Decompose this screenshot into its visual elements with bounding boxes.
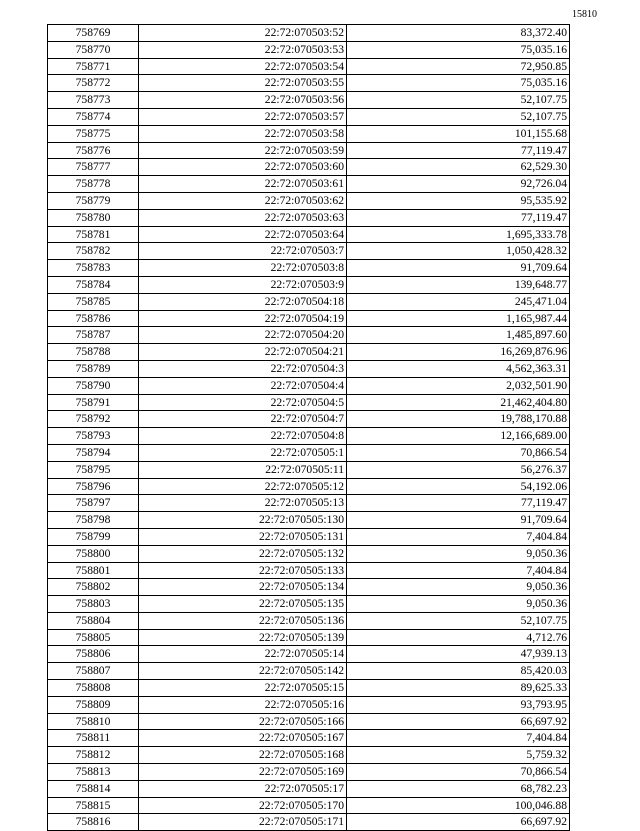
cadastral-number-cell: 22:72:070504:20 <box>139 327 347 344</box>
cadastral-number-cell: 22:72:070505:13 <box>139 495 347 512</box>
cadastral-value-cell: 19,788,170.88 <box>347 411 570 428</box>
cadastral-number-cell: 22:72:070505:1 <box>139 444 347 461</box>
table-row <box>48 545 570 562</box>
cadastral-number-cell: 22:72:070504:18 <box>139 293 347 310</box>
table-row <box>48 159 570 176</box>
cadastral-value-cell: 62,529.30 <box>347 159 570 176</box>
cadastral-value-cell: 91,709.64 <box>347 512 570 529</box>
cadastral-value-cell: 75,035.16 <box>347 41 570 58</box>
row-id-cell: 758784 <box>48 276 139 293</box>
table-row <box>48 327 570 344</box>
table-row <box>48 260 570 277</box>
cadastral-number-cell: 22:72:070503:52 <box>139 25 347 42</box>
cadastral-value-cell: 66,697.92 <box>347 713 570 730</box>
cadastral-value-cell: 52,107.75 <box>347 612 570 629</box>
row-id-cell: 758811 <box>48 730 139 747</box>
cadastral-value-cell: 77,119.47 <box>347 142 570 159</box>
cadastral-value-cell: 93,793.95 <box>347 696 570 713</box>
cadastral-value-cell: 101,155.68 <box>347 125 570 142</box>
cadastral-value-cell: 68,782.23 <box>347 780 570 797</box>
cadastral-number-cell: 22:72:070503:58 <box>139 125 347 142</box>
table-row <box>48 780 570 797</box>
cadastral-value-cell: 54,192.06 <box>347 478 570 495</box>
table-row <box>48 495 570 512</box>
row-id-cell: 758783 <box>48 260 139 277</box>
cadastral-value-cell: 89,625.33 <box>347 680 570 697</box>
table-row <box>48 730 570 747</box>
row-id-cell: 758797 <box>48 495 139 512</box>
row-id-cell: 758778 <box>48 176 139 193</box>
table-row <box>48 377 570 394</box>
cadastral-number-cell: 22:72:070504:21 <box>139 344 347 361</box>
cadastral-number-cell: 22:72:070504:5 <box>139 394 347 411</box>
cadastral-value-cell: 47,939.13 <box>347 646 570 663</box>
cadastral-number-cell: 22:72:070505:170 <box>139 797 347 814</box>
cadastral-number-cell: 22:72:070504:7 <box>139 411 347 428</box>
cadastral-value-cell: 77,119.47 <box>347 495 570 512</box>
row-id-cell: 758792 <box>48 411 139 428</box>
cadastral-number-cell: 22:72:070505:166 <box>139 713 347 730</box>
row-id-cell: 758812 <box>48 747 139 764</box>
table-row <box>48 629 570 646</box>
row-id-cell: 758771 <box>48 58 139 75</box>
table-row <box>48 344 570 361</box>
cadastral-value-cell: 7,404.84 <box>347 730 570 747</box>
row-id-cell: 758779 <box>48 192 139 209</box>
table-row <box>48 663 570 680</box>
cadastral-number-cell: 22:72:070503:61 <box>139 176 347 193</box>
row-id-cell: 758772 <box>48 75 139 92</box>
cadastral-value-cell: 70,866.54 <box>347 764 570 781</box>
cadastral-number-cell: 22:72:070505:142 <box>139 663 347 680</box>
table-row <box>48 428 570 445</box>
table-row <box>48 411 570 428</box>
cadastral-number-cell: 22:72:070503:8 <box>139 260 347 277</box>
cadastral-value-cell: 92,726.04 <box>347 176 570 193</box>
row-id-cell: 758806 <box>48 646 139 663</box>
table-row <box>48 192 570 209</box>
table-row <box>48 478 570 495</box>
row-id-cell: 758804 <box>48 612 139 629</box>
cadastral-value-cell: 72,950.85 <box>347 58 570 75</box>
cadastral-number-cell: 22:72:070503:59 <box>139 142 347 159</box>
table-row <box>48 797 570 814</box>
cadastral-number-cell: 22:72:070503:54 <box>139 58 347 75</box>
cadastral-value-cell: 16,269,876.96 <box>347 344 570 361</box>
cadastral-number-cell: 22:72:070505:136 <box>139 612 347 629</box>
page-number: 15810 <box>572 9 597 20</box>
cadastral-value-cell: 66,697.92 <box>347 814 570 831</box>
cadastral-number-cell: 22:72:070503:63 <box>139 209 347 226</box>
table-row <box>48 142 570 159</box>
table-row <box>48 75 570 92</box>
table-row <box>48 696 570 713</box>
cadastral-value-cell: 4,712.76 <box>347 629 570 646</box>
cadastral-value-cell: 70,866.54 <box>347 444 570 461</box>
cadastral-number-cell: 22:72:070505:11 <box>139 461 347 478</box>
table-row <box>48 209 570 226</box>
cadastral-value-cell: 83,372.40 <box>347 25 570 42</box>
row-id-cell: 758799 <box>48 528 139 545</box>
row-id-cell: 758813 <box>48 764 139 781</box>
cadastral-number-cell: 22:72:070505:12 <box>139 478 347 495</box>
table-body <box>48 25 570 831</box>
cadastral-number-cell: 22:72:070503:57 <box>139 108 347 125</box>
cadastral-value-cell: 91,709.64 <box>347 260 570 277</box>
row-id-cell: 758803 <box>48 596 139 613</box>
row-id-cell: 758815 <box>48 797 139 814</box>
row-id-cell: 758776 <box>48 142 139 159</box>
cadastral-value-cell: 75,035.16 <box>347 75 570 92</box>
row-id-cell: 758796 <box>48 478 139 495</box>
row-id-cell: 758814 <box>48 780 139 797</box>
row-id-cell: 758798 <box>48 512 139 529</box>
table-row <box>48 528 570 545</box>
cadastral-value-cell: 245,471.04 <box>347 293 570 310</box>
cadastral-number-cell: 22:72:070505:171 <box>139 814 347 831</box>
cadastral-value-cell: 1,050,428.32 <box>347 243 570 260</box>
cadastral-value-cell: 5,759.32 <box>347 747 570 764</box>
row-id-cell: 758802 <box>48 579 139 596</box>
row-id-cell: 758785 <box>48 293 139 310</box>
table-row <box>48 125 570 142</box>
cadastral-number-cell: 22:72:070505:17 <box>139 780 347 797</box>
cadastral-value-cell: 12,166,689.00 <box>347 428 570 445</box>
row-id-cell: 758795 <box>48 461 139 478</box>
row-id-cell: 758810 <box>48 713 139 730</box>
cadastral-value-cell: 139,648.77 <box>347 276 570 293</box>
cadastral-value-cell: 52,107.75 <box>347 92 570 109</box>
table-row <box>48 25 570 42</box>
table-row <box>48 444 570 461</box>
table-row <box>48 293 570 310</box>
table-row <box>48 58 570 75</box>
table-row <box>48 814 570 831</box>
row-id-cell: 758775 <box>48 125 139 142</box>
cadastral-value-cell: 9,050.36 <box>347 545 570 562</box>
cadastral-value-cell: 4,562,363.31 <box>347 360 570 377</box>
row-id-cell: 758794 <box>48 444 139 461</box>
row-id-cell: 758793 <box>48 428 139 445</box>
cadastral-number-cell: 22:72:070504:19 <box>139 310 347 327</box>
table-row <box>48 596 570 613</box>
cadastral-number-cell: 22:72:070503:53 <box>139 41 347 58</box>
cadastral-number-cell: 22:72:070505:139 <box>139 629 347 646</box>
table-row <box>48 176 570 193</box>
cadastral-value-table <box>47 24 570 831</box>
table-row <box>48 108 570 125</box>
table-row <box>48 764 570 781</box>
cadastral-number-cell: 22:72:070504:8 <box>139 428 347 445</box>
row-id-cell: 758800 <box>48 545 139 562</box>
row-id-cell: 758791 <box>48 394 139 411</box>
row-id-cell: 758788 <box>48 344 139 361</box>
cadastral-number-cell: 22:72:070503:55 <box>139 75 347 92</box>
cadastral-number-cell: 22:72:070503:62 <box>139 192 347 209</box>
row-id-cell: 758801 <box>48 562 139 579</box>
cadastral-value-cell: 21,462,404.80 <box>347 394 570 411</box>
cadastral-value-cell: 2,032,501.90 <box>347 377 570 394</box>
table-row <box>48 680 570 697</box>
cadastral-value-cell: 9,050.36 <box>347 596 570 613</box>
cadastral-number-cell: 22:72:070505:16 <box>139 696 347 713</box>
cadastral-number-cell: 22:72:070505:134 <box>139 579 347 596</box>
cadastral-number-cell: 22:72:070505:168 <box>139 747 347 764</box>
cadastral-number-cell: 22:72:070503:56 <box>139 92 347 109</box>
cadastral-number-cell: 22:72:070505:133 <box>139 562 347 579</box>
row-id-cell: 758805 <box>48 629 139 646</box>
table-row <box>48 612 570 629</box>
cadastral-number-cell: 22:72:070505:131 <box>139 528 347 545</box>
row-id-cell: 758774 <box>48 108 139 125</box>
cadastral-value-cell: 1,695,333.78 <box>347 226 570 243</box>
cadastral-number-cell: 22:72:070505:15 <box>139 680 347 697</box>
cadastral-value-cell: 52,107.75 <box>347 108 570 125</box>
row-id-cell: 758807 <box>48 663 139 680</box>
cadastral-value-cell: 1,165,987.44 <box>347 310 570 327</box>
row-id-cell: 758769 <box>48 25 139 42</box>
cadastral-value-cell: 77,119.47 <box>347 209 570 226</box>
cadastral-value-cell: 56,276.37 <box>347 461 570 478</box>
cadastral-value-cell: 1,485,897.60 <box>347 327 570 344</box>
row-id-cell: 758770 <box>48 41 139 58</box>
row-id-cell: 758773 <box>48 92 139 109</box>
cadastral-number-cell: 22:72:070505:169 <box>139 764 347 781</box>
table-row <box>48 512 570 529</box>
table-row <box>48 276 570 293</box>
cadastral-value-cell: 7,404.84 <box>347 528 570 545</box>
cadastral-value-cell: 9,050.36 <box>347 579 570 596</box>
cadastral-value-cell: 95,535.92 <box>347 192 570 209</box>
row-id-cell: 758808 <box>48 680 139 697</box>
table-row <box>48 394 570 411</box>
cadastral-number-cell: 22:72:070505:130 <box>139 512 347 529</box>
cadastral-number-cell: 22:72:070504:3 <box>139 360 347 377</box>
table-row <box>48 226 570 243</box>
cadastral-number-cell: 22:72:070504:4 <box>139 377 347 394</box>
row-id-cell: 758786 <box>48 310 139 327</box>
cadastral-value-cell: 7,404.84 <box>347 562 570 579</box>
row-id-cell: 758787 <box>48 327 139 344</box>
row-id-cell: 758777 <box>48 159 139 176</box>
table-row <box>48 579 570 596</box>
cadastral-number-cell: 22:72:070505:14 <box>139 646 347 663</box>
table-row <box>48 360 570 377</box>
row-id-cell: 758781 <box>48 226 139 243</box>
row-id-cell: 758782 <box>48 243 139 260</box>
row-id-cell: 758780 <box>48 209 139 226</box>
row-id-cell: 758816 <box>48 814 139 831</box>
cadastral-number-cell: 22:72:070505:132 <box>139 545 347 562</box>
table-row <box>48 41 570 58</box>
cadastral-number-cell: 22:72:070505:135 <box>139 596 347 613</box>
cadastral-number-cell: 22:72:070503:64 <box>139 226 347 243</box>
table-row <box>48 461 570 478</box>
table-row <box>48 747 570 764</box>
cadastral-value-cell: 85,420.03 <box>347 663 570 680</box>
cadastral-number-cell: 22:72:070503:9 <box>139 276 347 293</box>
table-row <box>48 243 570 260</box>
cadastral-number-cell: 22:72:070503:60 <box>139 159 347 176</box>
cadastral-number-cell: 22:72:070503:7 <box>139 243 347 260</box>
row-id-cell: 758809 <box>48 696 139 713</box>
table-row <box>48 310 570 327</box>
table-row <box>48 92 570 109</box>
row-id-cell: 758789 <box>48 360 139 377</box>
cadastral-number-cell: 22:72:070505:167 <box>139 730 347 747</box>
table-row <box>48 562 570 579</box>
row-id-cell: 758790 <box>48 377 139 394</box>
table-row <box>48 713 570 730</box>
table-row <box>48 646 570 663</box>
cadastral-value-cell: 100,046.88 <box>347 797 570 814</box>
